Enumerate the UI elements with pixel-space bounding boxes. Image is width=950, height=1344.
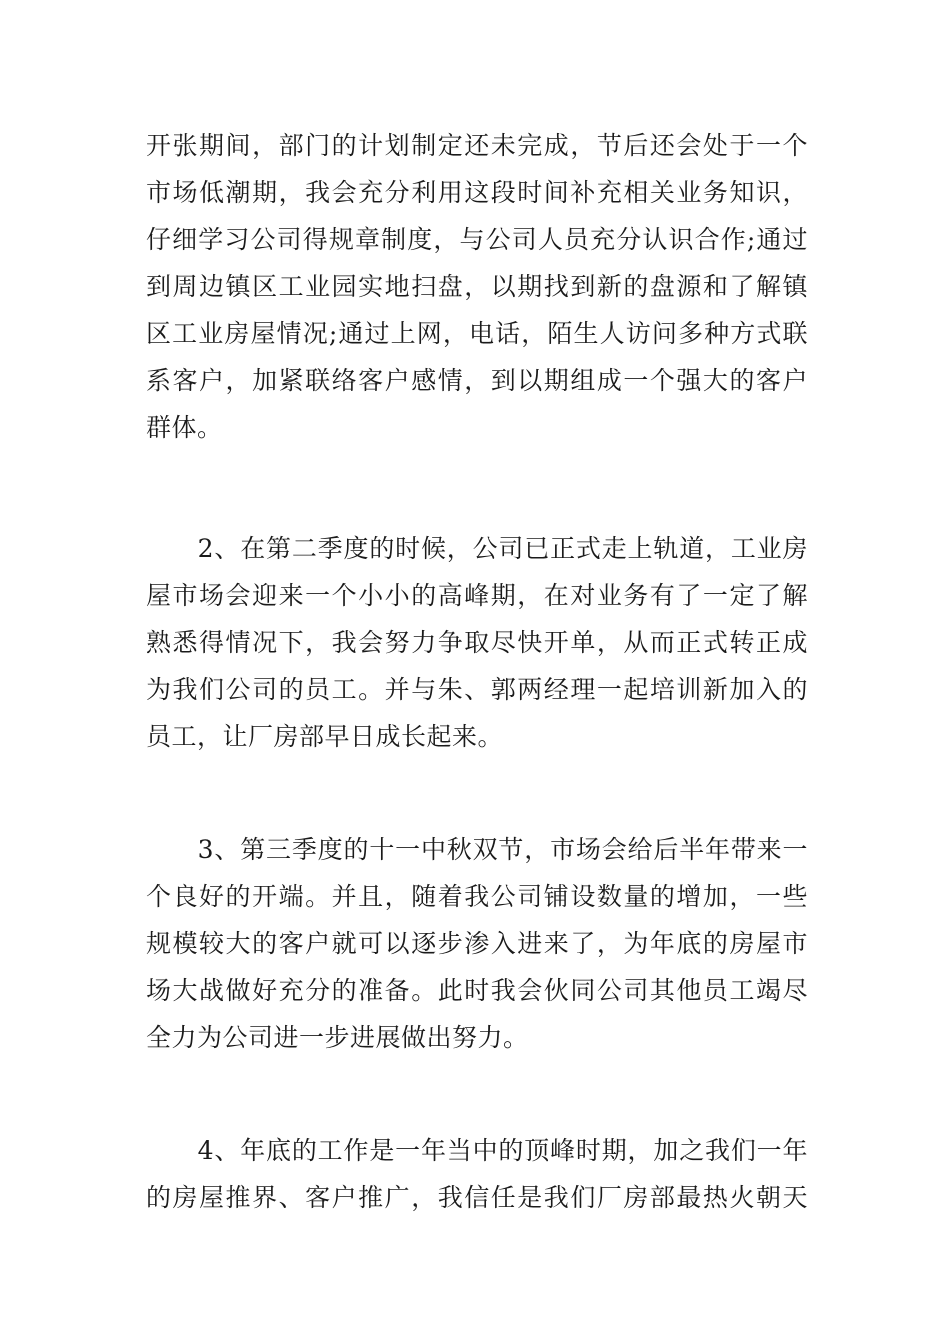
paragraph-2 (146, 525, 808, 760)
paragraph-line: 2、在第二季度的时候，公司已正式走上轨道，工业房 (146, 534, 808, 563)
paragraph-line: 群体。 (146, 413, 223, 442)
paragraph-line: 员工，让厂房部早日成长起来。 (146, 722, 504, 751)
paragraph-line: 仔细学习公司得规章制度，与公司人员充分认识合作;通过 (146, 225, 808, 254)
paragraph-4 (146, 1127, 808, 1221)
paragraph-line: 屋市场会迎来一个小小的高峰期，在对业务有了一定了解 (146, 581, 808, 610)
paragraph-1 (146, 122, 808, 451)
paragraph-line: 的房屋推界、客户推广，我信任是我们厂房部最热火朝天 (146, 1183, 808, 1212)
paragraph-line: 个良好的开端。并且，随着我公司铺设数量的增加，一些 (146, 882, 808, 911)
paragraph-line: 场大战做好充分的准备。此时我会伙同公司其他员工竭尽 (146, 976, 808, 1005)
paragraph-line: 为我们公司的员工。并与朱、郭两经理一起培训新加入的 (146, 675, 808, 704)
paragraph-line: 区工业房屋情况;通过上网，电话，陌生人访问多种方式联 (146, 319, 808, 348)
paragraph-line: 规模较大的客户就可以逐步渗入进来了，为年底的房屋市 (146, 929, 808, 958)
paragraph-line: 到周边镇区工业园实地扫盘，以期找到新的盘源和了解镇 (146, 272, 808, 301)
paragraph-line: 全力为公司进一步进展做出努力。 (146, 1023, 529, 1052)
paragraph-line: 4、年底的工作是一年当中的顶峰时期，加之我们一年 (146, 1136, 808, 1165)
paragraph-line: 系客户，加紧联络客户感情，到以期组成一个强大的客户 (146, 366, 808, 395)
paragraph-line: 3、第三季度的十一中秋双节，市场会给后半年带来一 (146, 835, 808, 864)
paragraph-line: 开张期间，部门的计划制定还未完成，节后还会处于一个 (146, 131, 808, 160)
paragraph-3 (146, 826, 808, 1061)
paragraph-line: 熟悉得情况下，我会努力争取尽快开单，从而正式转正成 (146, 628, 808, 657)
paragraph-line: 市场低潮期，我会充分利用这段时间补充相关业务知识， (146, 178, 808, 207)
